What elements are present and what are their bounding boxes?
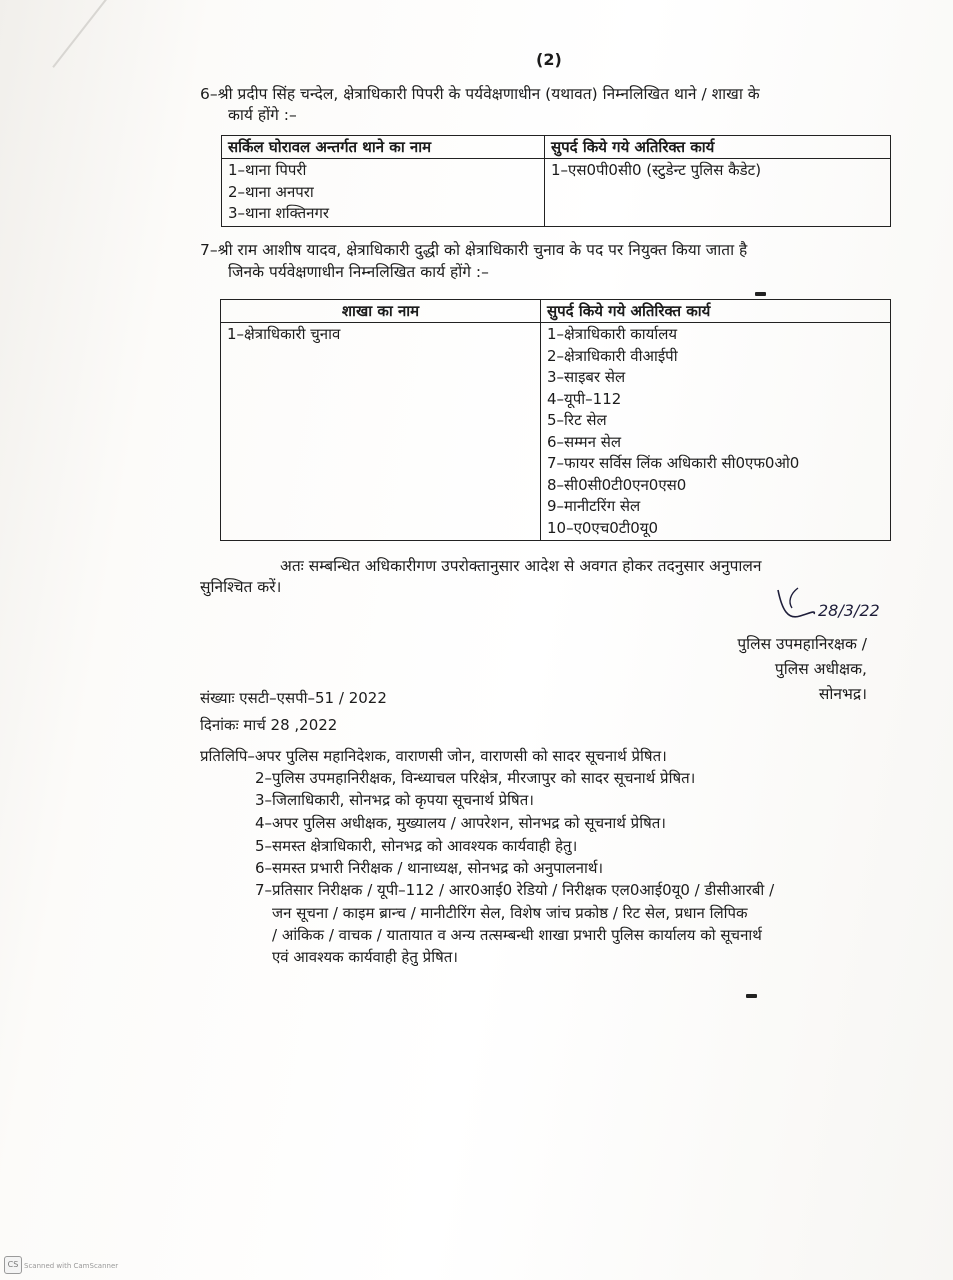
signature-scribble — [770, 580, 920, 630]
copy-to-item-2: 2–पुलिस उपमहानिरीक्षक, विन्ध्याचल परिक्षेत्र, मीरजापुर को सादर सूचनार्थ प्रेषित। — [255, 769, 696, 787]
item6-header-work: सुपर्द किये गये अतिरिक्त कार्य — [545, 136, 891, 159]
item6-table-body-row — [222, 159, 891, 227]
copy-to-continuation-3: एवं आवश्यक कार्यवाही हेतु प्रेषित। — [272, 948, 458, 966]
item6-station-2: 2–थाना अनपरा — [228, 182, 314, 201]
copy-to-item-5: 5–समस्त क्षेत्राधिकारी, सोनभद्र को आवश्यक कार्यवाही हेतु। — [255, 837, 578, 855]
item6-station-3: 3–थाना शक्तिनगर — [228, 204, 330, 222]
item7-work-cell — [541, 323, 891, 541]
item6-header-station: सर्किल घोरावल अन्तर्गत थाने का नाम — [222, 136, 545, 159]
item6-work-cell — [545, 159, 891, 227]
item6-table — [221, 135, 891, 227]
item6-station-1: 1–थाना पिपरी — [228, 161, 307, 179]
reference-number: संख्याः एसटी–एसपी–51 / 2022 — [200, 689, 387, 707]
camscanner-label: Scanned with CamScanner — [24, 1262, 119, 1270]
item7-text-line2: जिनके पर्यवेक्षणाधीन निम्नलिखित कार्य होंगे :– — [228, 263, 489, 281]
item7-work-1: 1–क्षेत्राधिकारी कार्यालय — [547, 325, 678, 343]
item7-work-4: 4–यूपी–112 — [547, 389, 622, 408]
item7-work-2: 2–क्षेत्राधिकारी वीआईपी — [547, 346, 678, 365]
item7-work-6: 6–सम्मन सेल — [547, 432, 622, 451]
item6-text-line2: कार्य होंगे :– — [228, 106, 297, 124]
closing-line2: सुनिश्चित करें। — [200, 578, 282, 596]
copy-to-item-3: 3–जिलाधिकारी, सोनभद्र को कृपया सूचनार्थ प्रेषित। — [255, 791, 534, 809]
item7-work-5: 5–रिट सेल — [547, 411, 607, 429]
camscanner-logo-icon: CS — [4, 1256, 22, 1274]
item7-work-8: 8–सी0सी0टी0एन0एस0 — [547, 475, 687, 494]
designation-line3: सोनभद्र। — [818, 685, 867, 703]
closing-line1: अतः सम्बन्धित अधिकारीगण उपरोक्तानुसार आदेश से अवगत होकर तदनुसार अनुपालन — [280, 557, 762, 575]
copy-to-continuation-1: जन सूचना / काइम ब्रान्च / मानीटीरिंग सेल, विशेष जांच प्रकोष्ठ / रिट सेल, प्रधान लिपिक — [272, 904, 748, 922]
designation-line1: पुलिस उपमहानिरक्षक / — [737, 635, 867, 653]
item7-header-work: सुपर्द किये गये अतिरिक्त कार्य — [541, 300, 891, 323]
reference-date: दिनांकः मार्च 28 ,2022 — [200, 716, 338, 734]
item7-work-7: 7–फायर सर्विस लिंक अधिकारी सी0एफ0ओ0 — [547, 454, 800, 472]
item7-table-body-row — [221, 323, 891, 541]
signature-stroke-2 — [790, 588, 798, 608]
designation-block — [737, 632, 867, 707]
copy-to-continuation-2: / आंकिक / वाचक / यातायात व अन्य तत्सम्बन्धी शाखा प्रभारी पुलिस कार्यालय को सूचनार्थ — [272, 926, 762, 944]
item7-work-10: 10–ए0एच0टी0यू0 — [547, 518, 659, 537]
item6-stations-cell — [222, 159, 545, 227]
signature-date: 28/3/22 — [818, 601, 880, 620]
ink-dash-mark — [755, 292, 766, 296]
copy-to-item-6: 6–समस्त प्रभारी निरीक्षक / थानाध्यक्ष, सोनभद्र को अनुपालनार्थ। — [255, 859, 604, 877]
copy-to-first: प्रतिलिपि–अपर पुलिस महानिदेशक, वाराणसी जोन, वाराणसी को सादर सूचनार्थ प्रेषित। — [200, 747, 667, 765]
item7-table-header-row — [221, 300, 891, 323]
item6-text-line1: 6–श्री प्रदीप सिंह चन्देल, क्षेत्राधिकारी पिपरी के पर्यवेक्षणाधीन (यथावत) निम्नलिखित थाने / शाखा के — [200, 85, 760, 103]
copy-to-item-4: 4–अपर पुलिस अधीक्षक, मुख्यालय / आपरेशन, सोनभद्र को सूचनार्थ प्रेषित। — [255, 814, 666, 832]
ink-dash-mark-2 — [746, 994, 757, 998]
designation-line2: पुलिस अधीक्षक, — [774, 660, 867, 678]
signature-stroke — [778, 590, 814, 617]
item7-work-3: 3–साइबर सेल — [547, 368, 626, 386]
item7-work-9: 9–मानीटरिंग सेल — [547, 497, 641, 515]
item6-work-1: 1–एस0पी0सी0 (स्टुडेन्ट पुलिस कैडेट) — [551, 161, 762, 179]
page-number: (2) — [536, 50, 562, 69]
item7-branch-cell — [221, 323, 541, 541]
item7-branch-1: 1–क्षेत्राधिकारी चुनाव — [227, 325, 341, 343]
copy-to-item-7: 7–प्रतिसार निरीक्षक / यूपी–112 / आर0आई0 रेडियो / निरीक्षक एल0आई0यू0 / डीसीआरबी / — [255, 881, 775, 899]
item7-table — [220, 299, 891, 541]
item6-table-header-row — [222, 136, 891, 159]
item7-text-line1: 7–श्री राम आशीष यादव, क्षेत्राधिकारी दुद्धी को क्षेत्राधिकारी चुनाव के पद पर नियुक्त किया जाता है — [200, 241, 748, 259]
item7-header-branch: शाखा का नाम — [221, 300, 541, 323]
